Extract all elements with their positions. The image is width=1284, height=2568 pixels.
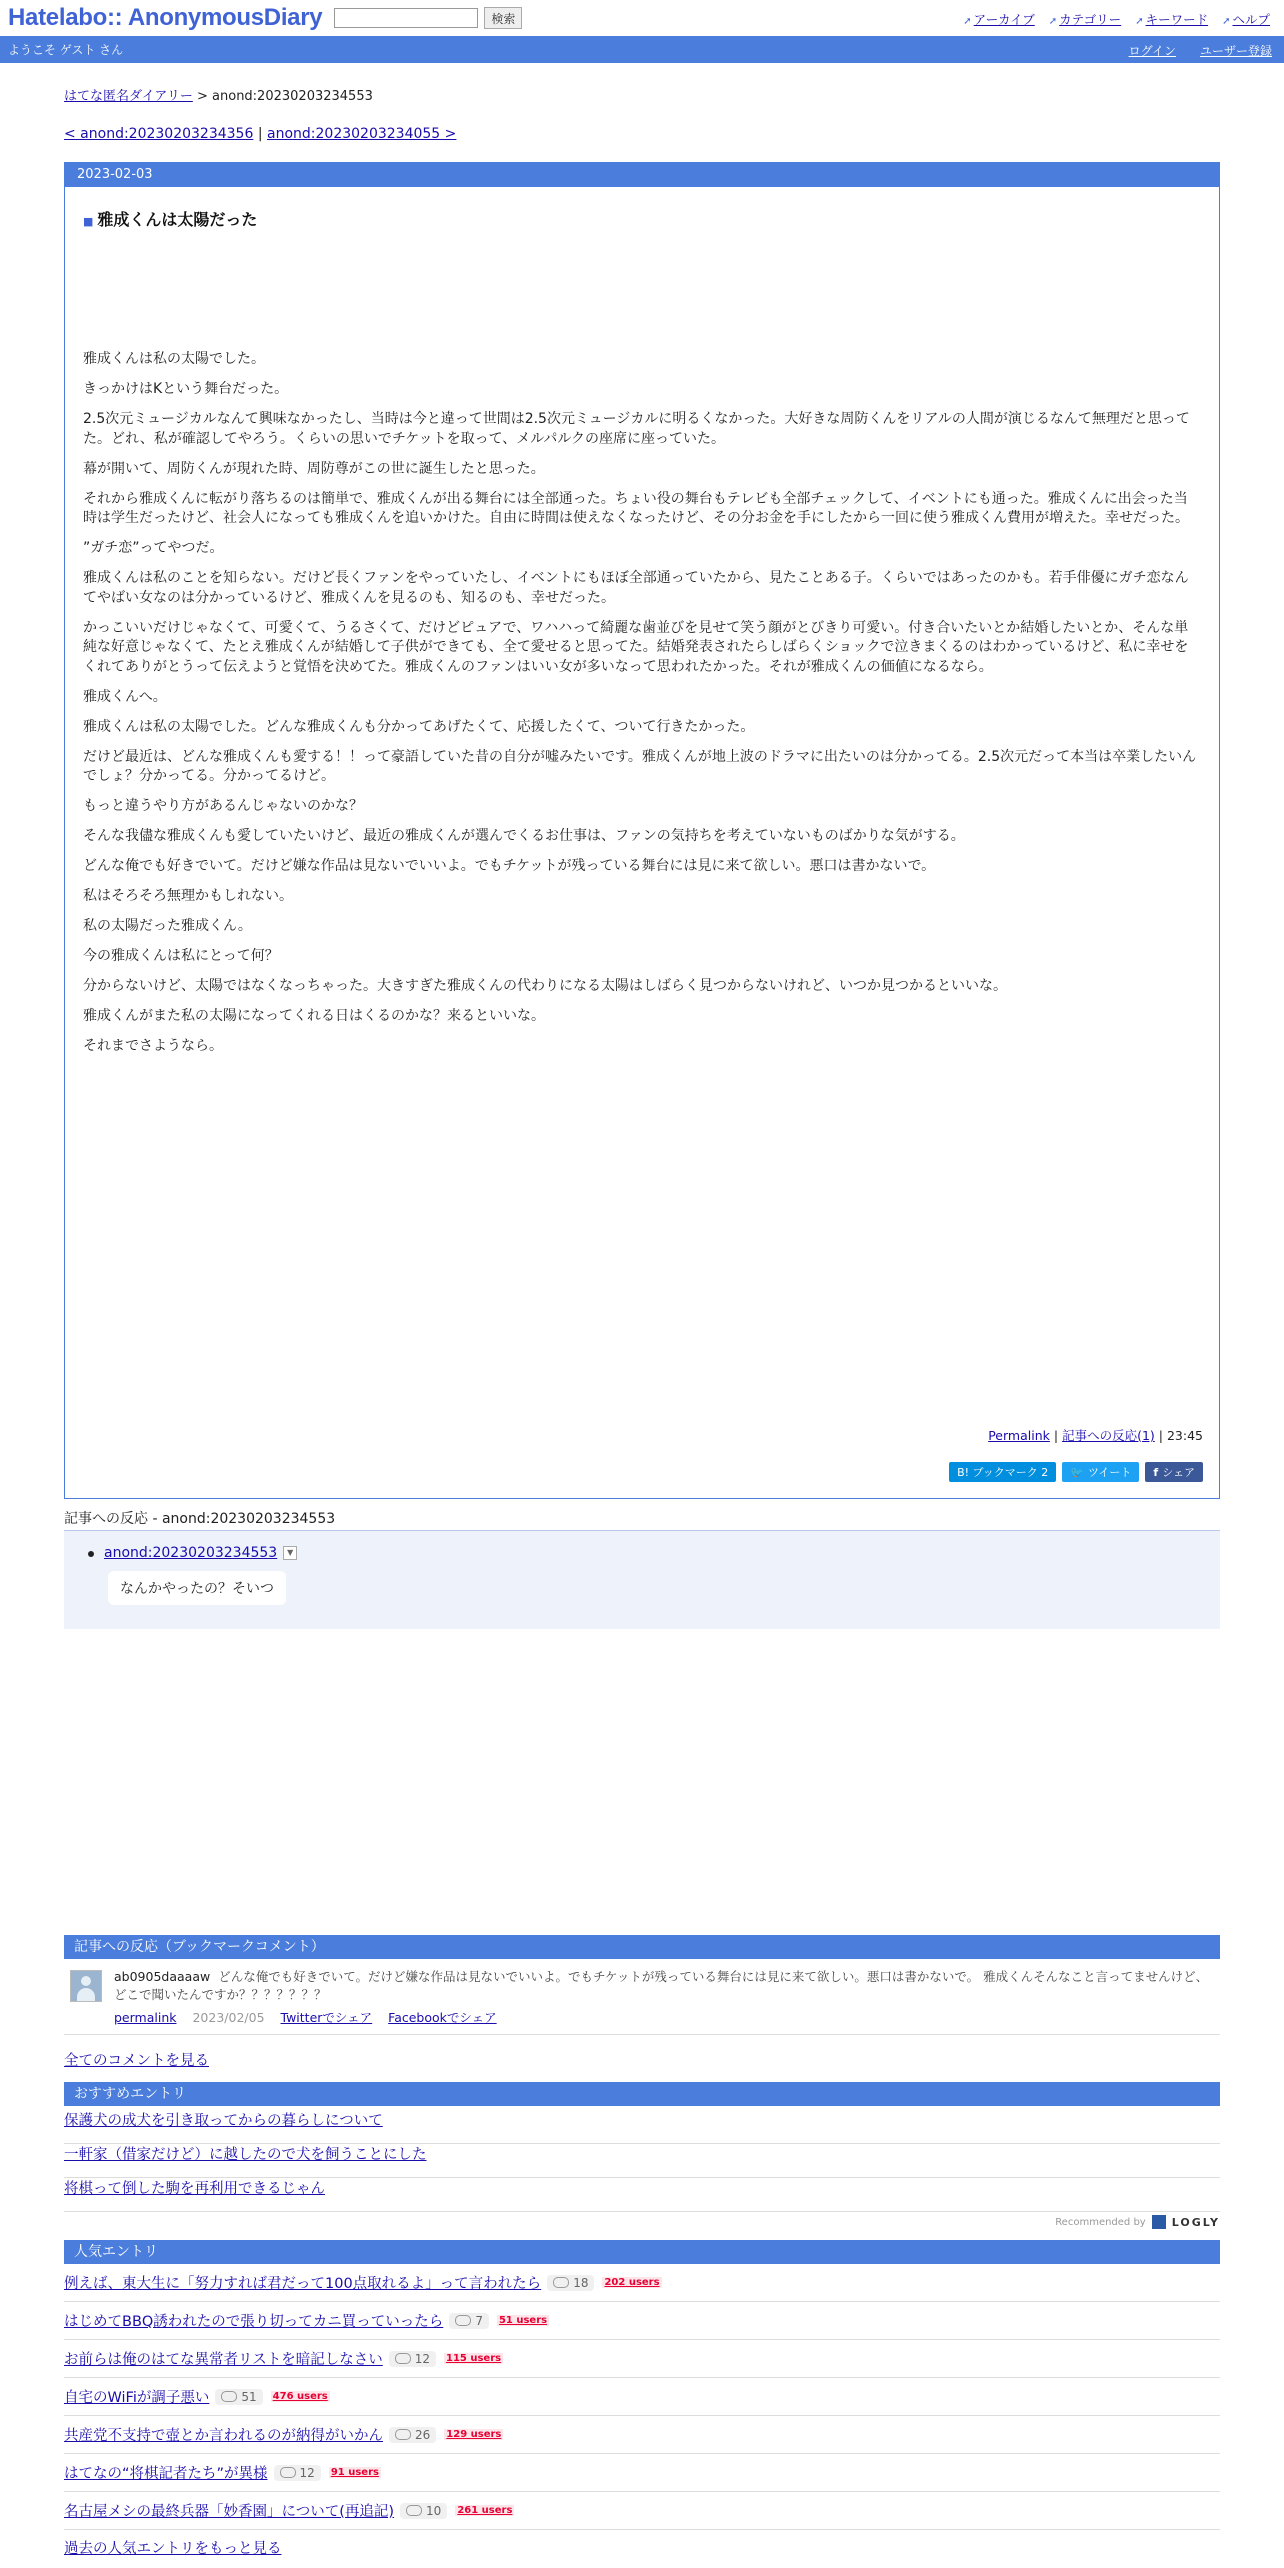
facebook-share-link[interactable]: Facebookでシェア xyxy=(388,2010,497,2025)
comment-bubble-icon xyxy=(395,2429,411,2440)
entry-paragraph: かっこいいだけじゃなくて、可愛くて、うるさくて、だけどピュアで、ワハハって綺麗な歯並びを見せて笑う顔がとびきり可愛い。付き合いたいとか結婚したいとか、そんな単純な好意じゃなくて、たとえ雅成くんが結婚して子供ができても、全て愛せると思ってた。結婚発表されたらしばらくショックで泣きまくるのはわかっているけど、私に幸せをくれてありがとうって伝えようと覚悟を決めてた。雅成くんのファンはいい女が多いなって思われたかった。それが雅成くんの価値になるなら。 xyxy=(83,619,1189,675)
all-comments-link[interactable]: 全てのコメントを見る xyxy=(64,2053,209,2069)
arrow-icon: ➚ xyxy=(1048,16,1058,27)
more-popular-link[interactable]: 過去の人気エントリをもっと見る xyxy=(64,2541,282,2557)
entry-paragraph: ”ガチ恋”ってやつだ。 xyxy=(83,540,224,556)
comment-bubble-icon xyxy=(395,2353,411,2364)
bookmark-users-badge[interactable]: 129 users xyxy=(446,2429,502,2440)
register-link[interactable]: ユーザー登録 xyxy=(1199,44,1272,58)
welcome-text: ようこそ ゲスト さん xyxy=(8,43,124,57)
breadcrumb-current: anond:20230203234553 xyxy=(212,89,373,104)
entry-date: 2023-02-03 xyxy=(65,163,1219,187)
bullet-icon xyxy=(88,1551,94,1557)
twitter-bird-icon: 🐦 xyxy=(1070,1465,1084,1479)
bookmark-meta xyxy=(114,2008,497,2026)
bookmark-users-badge[interactable]: 476 users xyxy=(272,2391,328,2402)
facebook-icon: f xyxy=(1153,1465,1159,1479)
list-item xyxy=(64,2454,1220,2492)
list-item xyxy=(64,2302,1220,2340)
entry-paragraph: 分からないけど、太陽ではなくなっちゃった。大きすぎた雅成くんの代わりになる太陽はしばらく見つからないけれど、いつか見つかるといいな。 xyxy=(83,978,1007,994)
list-item xyxy=(64,2416,1220,2454)
recommended-heading: おすすめエントリ xyxy=(64,2082,1220,2106)
entry-paragraph: 2.5次元ミュージカルなんて興味なかったし、当時は今と違って世間は2.5次元ミュージカルに明るくなかった。大好きな周防くんをリアルの人間が演じるなんて無理だと思ってた。どれ、私が確認してやろう。くらいの思いでチケットを取って、メルパルクの座席に座っていた。 xyxy=(83,411,1190,447)
comment-count[interactable] xyxy=(547,2275,594,2291)
hatena-bookmark-button[interactable]: B! ブックマーク 2 xyxy=(949,1462,1056,1482)
comment-count-value: 7 xyxy=(475,2313,483,2328)
reactions-heading: 記事への反応 - anond:20230203234553 xyxy=(64,1511,336,1527)
footer-sep: | xyxy=(1053,1428,1059,1443)
more-popular-wrap xyxy=(64,2537,282,2558)
avatar[interactable] xyxy=(70,1970,102,2002)
popular-list xyxy=(64,2264,1220,2530)
tweet-button[interactable]: 🐦 ツイート xyxy=(1062,1462,1139,1482)
list-item xyxy=(64,2378,1220,2416)
entry-box xyxy=(64,162,1220,1499)
comment-count[interactable] xyxy=(449,2313,489,2329)
comment-count[interactable] xyxy=(389,2427,436,2443)
welcome-bar xyxy=(0,36,1284,63)
entry-paragraph: 今の雅成くんは私にとって何？ xyxy=(83,948,279,964)
popular-heading: 人気エントリ xyxy=(64,2240,1220,2264)
entry-paragraph: 雅成くんは私の太陽でした。どんな雅成くんも分かってあげたくて、応援したくて、ついて行きたかった。 xyxy=(83,718,755,735)
entry-footer xyxy=(988,1426,1203,1444)
comment-bubble-icon xyxy=(553,2277,569,2288)
popular-entry-link[interactable]: はてなの“将棋記者たち”が異様 xyxy=(64,2466,268,2482)
reaction-link[interactable]: anond:20230203234553 xyxy=(104,1545,278,1561)
entry-paragraph: 私はそろそろ無理かもしれない。 xyxy=(83,888,293,904)
popular-entry-link[interactable]: 名古屋メシの最終兵器「妙香園」について(再追記) xyxy=(64,2504,395,2520)
bookmark-users-badge[interactable]: 202 users xyxy=(604,2277,660,2288)
entry-paragraph: 雅成くんへ。 xyxy=(83,688,167,705)
reactions-link[interactable]: 記事への反応(1) xyxy=(1062,1428,1155,1443)
bookmark-user[interactable]: ab0905daaaaw xyxy=(114,1969,211,1984)
breadcrumb-home[interactable]: はてな匿名ダイアリー xyxy=(64,89,193,104)
facebook-share-button[interactable]: f シェア xyxy=(1145,1462,1203,1482)
reaction-item xyxy=(104,1545,297,1561)
logly-brand: LOGLY xyxy=(1171,2215,1220,2229)
bookmark-users-badge[interactable]: 51 users xyxy=(498,2315,548,2326)
bookmark-permalink[interactable]: permalink xyxy=(114,2010,177,2025)
entry-title-text: 雅成くんは太陽だった xyxy=(97,210,258,229)
entry-paragraph: それまでさようなら。 xyxy=(83,1038,223,1054)
logly-logo-icon xyxy=(1152,2215,1166,2229)
entry-paragraph: もっと違うやり方があるんじゃないのかな？ xyxy=(83,798,363,814)
footer-sep: | xyxy=(1158,1428,1163,1443)
share-buttons xyxy=(949,1462,1203,1482)
top-header xyxy=(0,0,1284,36)
entry-paragraph: 雅成くんは私の太陽でした。 xyxy=(83,351,265,367)
reaction-quote: なんかやったの？そいつ xyxy=(108,1571,286,1605)
comment-count-value: 12 xyxy=(414,2351,430,2366)
search-button[interactable]: 検索 xyxy=(484,7,522,29)
bookmark-comment-body: どんな俺でも好きでいて。だけど嫌な作品は見ないでいいよ。でもチケットが残っている舞台には見に来て欲しい。悪口は書かないで。 雅成くんそんなこと言ってませんけど、どこで聞いたんですか？？？？？？？ xyxy=(114,1969,1209,2002)
entry-paragraph: それから雅成くんに転がり落ちるのは簡単で、雅成くんが出る舞台には全部通った。ちょい役の舞台もテレビも全部チェックして、イベントにも通った。雅成くんに出会った当時は学生だったけど、社会人になっても雅成くんを追いかけた。自由に時間は使えなくなったけど、その分お金を手にしたから一回に使う雅成くん費用が増えた。幸せだった。 xyxy=(83,490,1189,526)
entry-pager xyxy=(64,126,1220,142)
search-input[interactable] xyxy=(334,8,478,28)
twitter-share-link[interactable]: Twitterでシェア xyxy=(280,2010,373,2025)
recommended-link[interactable]: 一軒家（借家だけど）に越したので犬を飼うことにした xyxy=(64,2147,427,2163)
entry-paragraph: どんな俺でも好きでいて。だけど嫌な作品は見ないでいいよ。でもチケットが残っている舞台には見に来て欲しい。悪口は書かないで。 xyxy=(83,858,936,874)
entry-paragraph: 私の太陽だった雅成くん。 xyxy=(83,918,252,934)
entry-paragraph: そんな我儘な雅成くんも愛していたいけど、最近の雅成くんが選んでくるお仕事は、ファンの気持ちを考えていないものばかりな気がする。 xyxy=(83,828,965,844)
next-entry-link[interactable]: anond:20230203234055 > xyxy=(267,126,457,142)
list-item xyxy=(64,2340,1220,2378)
popular-entry-link[interactable]: 共産党不支持で壺とか言われるのが納得がいかん xyxy=(64,2428,383,2444)
comment-count[interactable] xyxy=(400,2503,447,2519)
logly-credit[interactable] xyxy=(1055,2215,1220,2229)
arrow-icon: ➚ xyxy=(1222,16,1231,27)
comment-count-value: 51 xyxy=(241,2389,257,2404)
comment-count-value: 12 xyxy=(299,2465,315,2480)
bookmark-comments-heading: 記事への反応（ブックマークコメント） xyxy=(64,1935,1220,1959)
recommended-link[interactable]: 保護犬の成犬を引き取ってからの暮らしについて xyxy=(64,2113,383,2129)
popular-entry-link[interactable]: 自宅のWiFiが調子悪い xyxy=(64,2390,210,2406)
nav-keyword[interactable]: ➚ キーワード xyxy=(1135,12,1209,27)
entry-title xyxy=(83,207,257,230)
list-item xyxy=(64,2178,1220,2212)
reactions-box xyxy=(64,1530,1220,1629)
entry-paragraph: 雅成くんがまた私の太陽になってくれる日はくるのかな？来るといいな。 xyxy=(83,1008,545,1024)
chevron-down-icon[interactable]: ▼ xyxy=(283,1546,297,1560)
prev-entry-link[interactable]: < anond:20230203234356 xyxy=(64,126,254,142)
comment-bubble-icon xyxy=(406,2505,422,2516)
comment-bubble-icon xyxy=(221,2391,237,2402)
bookmark-users-badge[interactable]: 115 users xyxy=(446,2353,502,2364)
entry-paragraph: だけど最近は、どんな雅成くんも愛する！！って豪語していた昔の自分が嘘みたいです。雅成くんが地上波のドラマに出たいのは分かってる。2.5次元だって本当は卒業したいんでしょ？分かってる。分かってるけど。 xyxy=(83,748,1197,784)
popular-entry-link[interactable]: お前らは俺のはてな異常者リストを暗記しなさい xyxy=(64,2352,383,2368)
entry-paragraph: 幕が開いて、周防くんが現れた時、周防尊がこの世に誕生したと思った。 xyxy=(83,460,545,477)
entry-paragraph: 雅成くんは私のことを知らない。だけど長くファンをやっていたし、イベントにもほぼ全部通っていたから、見たことある子。くらいではあったのかも。若手俳優にガチ恋なんてやばい女なのは分かっているけど、雅成くんを見るのも、知るのも、幸せだった。 xyxy=(83,570,1189,606)
comment-count[interactable] xyxy=(215,2389,262,2405)
breadcrumb-sep: > xyxy=(196,89,208,104)
breadcrumb xyxy=(64,85,1220,104)
list-item xyxy=(64,2110,1220,2144)
entry-body xyxy=(83,350,1199,1067)
bookmark-users-badge[interactable]: 261 users xyxy=(457,2505,513,2516)
entry-time: 23:45 xyxy=(1166,1428,1203,1443)
recommended-link[interactable]: 将棋って倒した駒を再利用できるじゃん xyxy=(64,2181,325,2197)
pager-sep: | xyxy=(257,126,263,142)
comment-count-value: 18 xyxy=(573,2275,589,2290)
nav-category[interactable]: ➚ カテゴリー xyxy=(1048,12,1122,27)
recommended-list xyxy=(64,2110,1220,2212)
list-item xyxy=(64,2264,1220,2302)
site-logo[interactable]: Hatelabo:: AnonymousDiary xyxy=(8,4,323,31)
all-comments-wrap xyxy=(64,2049,1220,2070)
bookmark-comment-text xyxy=(114,1968,1214,2004)
list-item xyxy=(64,2492,1220,2530)
comment-count[interactable] xyxy=(274,2465,321,2481)
nav-help[interactable]: ➚ ヘルプ xyxy=(1222,12,1270,27)
permalink[interactable]: Permalink xyxy=(988,1428,1050,1443)
arrow-icon: ➚ xyxy=(1135,16,1144,27)
popular-entry-link[interactable]: 例えば、東大生に「努力すれば君だって100点取れるよ」って言われたら xyxy=(64,2276,542,2292)
comment-count-value: 26 xyxy=(415,2427,431,2442)
bookmark-users-badge[interactable]: 91 users xyxy=(330,2467,379,2478)
entry-paragraph: きっかけはKという舞台だった。 xyxy=(83,381,289,397)
arrow-icon: ➚ xyxy=(963,16,972,27)
bookmark-comment xyxy=(64,1964,1220,2035)
comment-bubble-icon xyxy=(455,2315,471,2326)
bookmark-date: 2023/02/05 xyxy=(192,2010,265,2025)
comment-count-value: 10 xyxy=(426,2503,442,2518)
square-icon[interactable]: ■ xyxy=(83,215,94,228)
login-link[interactable]: ログイン xyxy=(1128,44,1176,58)
logly-text: Recommended by xyxy=(1055,2216,1146,2228)
nav-archive[interactable]: ➚ アーカイブ xyxy=(963,12,1035,27)
list-item xyxy=(64,2144,1220,2178)
comment-bubble-icon xyxy=(280,2467,296,2478)
comment-count[interactable] xyxy=(389,2351,436,2367)
popular-entry-link[interactable]: はじめてBBQ誘われたので張り切ってカニ買っていったら xyxy=(64,2314,444,2330)
top-nav xyxy=(963,10,1270,28)
